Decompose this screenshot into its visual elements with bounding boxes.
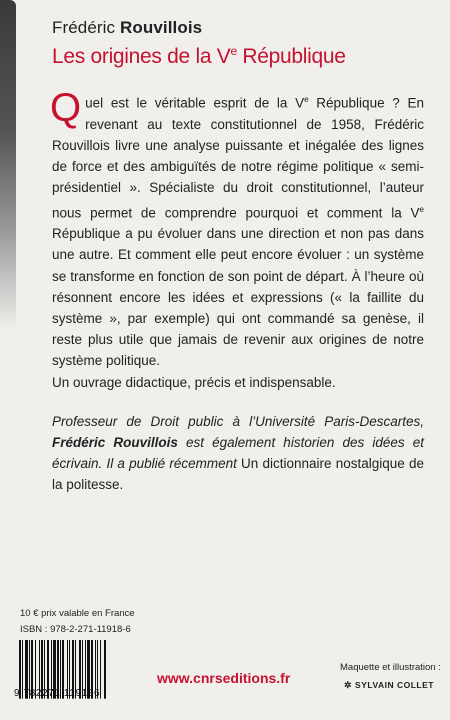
cover-silhouette [0, 0, 16, 330]
title-suffix: République [236, 45, 346, 68]
bio-part-1: Professeur de Droit public à l’Université Paris-Descartes, [52, 413, 424, 429]
blurb-text [50, 86, 425, 393]
isbn-label: ISBN : 978-2-271-11918-6 [20, 624, 131, 635]
credit-name [344, 680, 434, 691]
star-icon: ✲ [344, 680, 353, 690]
blurb-superscript-2: e [419, 204, 424, 214]
author-bio [52, 411, 424, 496]
blurb-part-2: République ? En revenant au texte constitutionnel de 1958, Frédéric Rouvillois livre une analyse puissante et inégalée des lignes de force et des ambiguïtés de notre régime politique « semi-présidentiel ». Spécialiste du droit constitutionnel, l’auteur nous permet de comprendre pourquoi et comment la V [52, 95, 425, 221]
barcode-bar [104, 640, 106, 699]
barcode-bar [100, 640, 101, 699]
author-first-name: Frédéric [52, 18, 116, 37]
author-name [52, 18, 424, 38]
title-superscript: e [230, 44, 237, 58]
book-title [52, 44, 424, 69]
price-label: 10 € prix valable en France [20, 608, 135, 619]
bio-author-name: Frédéric Rouvillois [52, 435, 178, 451]
blurb-superscript-1: e [304, 95, 309, 104]
blurb-part-3: République a pu évoluer dans une direction et non pas dans une autre. Et comment elle peut encore évoluer : un système se transforme en fonction de son point de départ. À l’heure où résonnent encore les idées et expressions (« la faillite du système », par exemple) qui ont commandé sa genèse, il reste plus utile que jamais de revenir aux origines de notre système politique. [52, 226, 424, 369]
blurb-conclusion: Un ouvrage didactique, précis et indispensable. [52, 374, 336, 390]
dropcap: Q [50, 86, 82, 130]
back-cover-content [52, 18, 424, 496]
title-prefix: Les origines de la V [52, 45, 231, 68]
bio-book-title: Un dictionnaire nostalgique de la politesse. [52, 456, 424, 493]
author-last-name: Rouvillois [119, 18, 203, 37]
publisher-website[interactable]: www.cnrseditions.fr [157, 670, 291, 686]
credit-label: Maquette et illustration : [340, 662, 441, 673]
bio-part-2: est également historien des idées et écrivain. Il a publié récemment [52, 435, 424, 472]
blurb-part-1: uel est le véritable esprit de la V [85, 95, 305, 111]
credit-name-text: SYLVAIN COLLET [355, 680, 434, 690]
barcode-number: 9 782271 119186 [14, 688, 101, 699]
